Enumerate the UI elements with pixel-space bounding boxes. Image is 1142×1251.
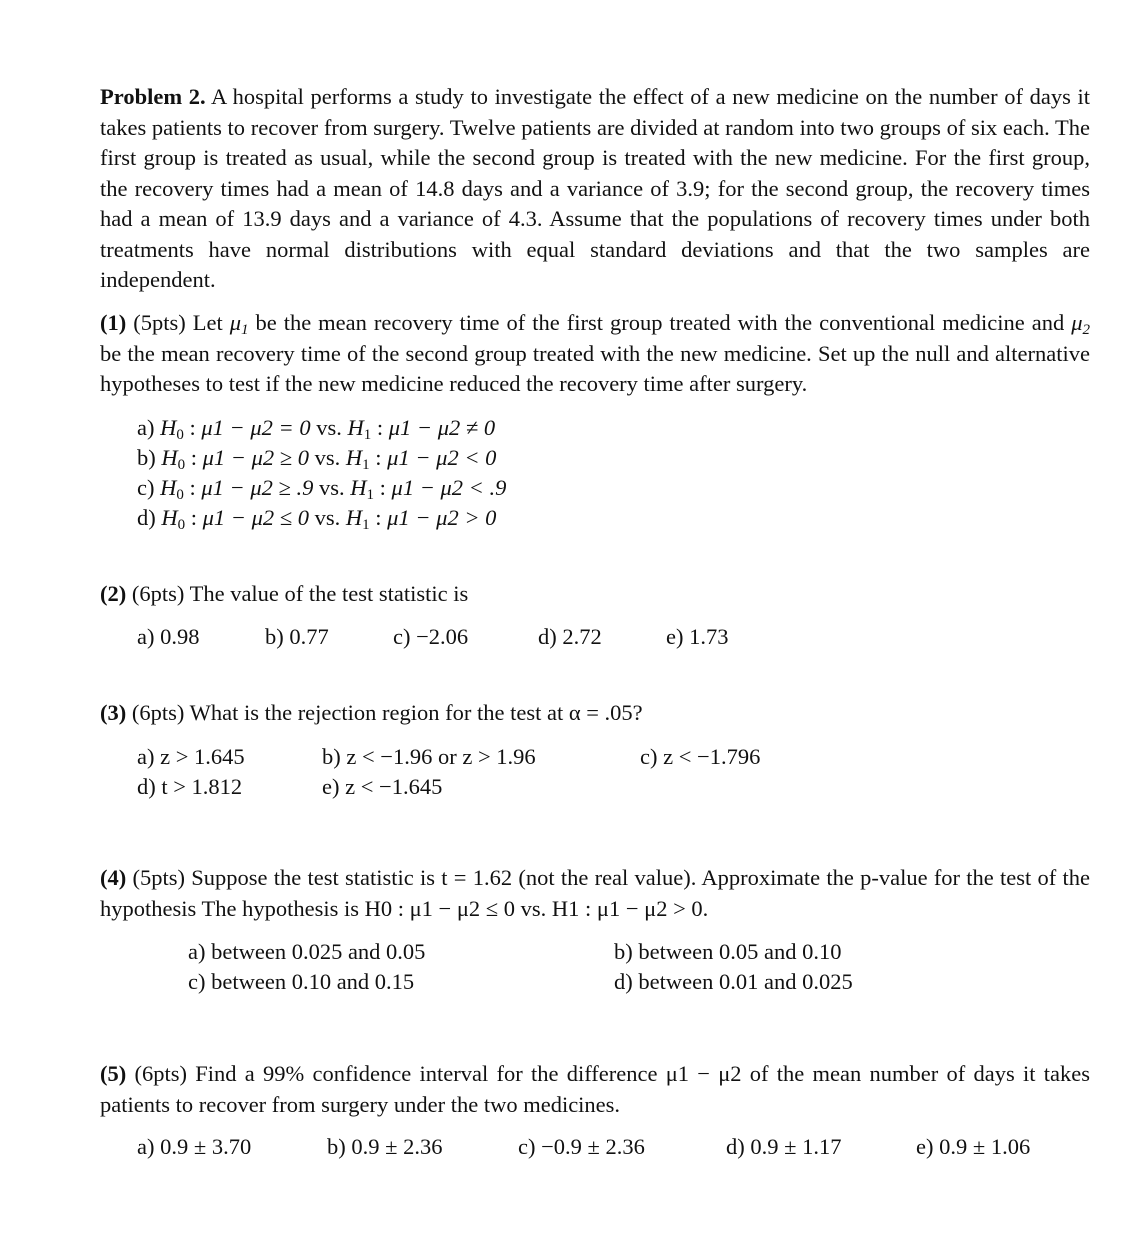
- q4-option-b[interactable]: b) between 0.05 and 0.10: [614, 939, 842, 964]
- q5-text: Find a 99% confidence interval for the difference μ1 − μ2 of the mean number of days it takes patients to recover from surgery under the two medicines.: [100, 1061, 1091, 1117]
- q2-option-c[interactable]: c) −2.06: [393, 624, 469, 649]
- question-2: [100, 579, 468, 609]
- q5-option-c[interactable]: c) −0.9 ± 2.36: [518, 1134, 645, 1159]
- q3-option-b[interactable]: b) z < −1.96 or z > 1.96: [322, 744, 536, 769]
- q1-option-b[interactable]: b) $H_0$ : μ1 − μ2 ≥ 0 vs. $H_1$ : μ1 − μ2 < 0: [137, 445, 497, 473]
- problem-intro: A hospital performs a study to investigate the effect of a new medicine on the number of days it takes patients to recover from surgery. Twelve patients are divided at random into two groups of six each. The first group is treated as usual, while the second group is treated with the new medicine. For the first group, the recovery times had a mean of 14.8 days and a variance of 3.9; for the second group, the recovery times had a mean of 13.9 days and a variance of 4.3. Assume that the populations of recovery times under both treatments have normal distributions with equal standard deviations and that the two samples are independent.: [100, 84, 1090, 292]
- q1-option-d-h1: μ1 − μ2 > 0: [387, 505, 497, 530]
- q4-text: Suppose the test statistic is t = 1.62 (not the real value). Approximate the p-value for the test of the hypothesis The hypothesis is H0 : μ1 − μ2 ≤ 0 vs. H1 : μ1 − μ2 > 0.: [100, 865, 1091, 921]
- question-1: [100, 308, 1090, 400]
- q4-points: (5pts): [132, 865, 186, 890]
- q2-text: The value of the test statistic is: [189, 581, 469, 606]
- q1-option-a-h0: μ1 − μ2 = 0: [201, 415, 311, 440]
- q5-points: (6pts): [134, 1061, 188, 1086]
- q2-option-e[interactable]: e) 1.73: [666, 624, 729, 649]
- q3-text: What is the rejection region for the test at α = .05?: [189, 700, 643, 725]
- q3-option-c[interactable]: c) z < −1.796: [640, 744, 761, 769]
- q1-text-c: be the mean recovery time of the second group treated with the new medicine. Set up the null and alternative hypotheses to test if the new medicine reduced the recovery time after surgery.: [100, 340, 1090, 396]
- mu2-symbol: $\mu_2$: [1071, 310, 1090, 338]
- q1-option-d[interactable]: d) $H_0$ : μ1 − μ2 ≤ 0 vs. $H_1$ : μ1 − μ2 > 0: [137, 505, 497, 533]
- q4-option-d[interactable]: d) between 0.01 and 0.025: [614, 969, 853, 994]
- q5-option-a[interactable]: a) 0.9 ± 3.70: [137, 1134, 252, 1159]
- q3-points: (6pts): [131, 700, 185, 725]
- q1-option-a-h1: μ1 − μ2 ≠ 0: [388, 415, 496, 440]
- q5-option-d[interactable]: d) 0.9 ± 1.17: [726, 1134, 842, 1159]
- q2-option-d[interactable]: d) 2.72: [538, 624, 602, 649]
- q1-option-c-h1: μ1 − μ2 < .9: [391, 475, 507, 500]
- q1-option-d-h0: μ1 − μ2 ≤ 0: [202, 505, 310, 530]
- q5-label: (5): [100, 1061, 127, 1086]
- q2-label: (2): [100, 581, 127, 606]
- q5-option-e[interactable]: e) 0.9 ± 1.06: [916, 1134, 1031, 1159]
- q2-option-a[interactable]: a) 0.98: [137, 624, 200, 649]
- problem-heading: Problem 2.: [100, 84, 206, 109]
- q1-points: (5pts): [133, 310, 186, 335]
- question-4: [100, 863, 1090, 924]
- problem-statement: [100, 82, 1090, 296]
- q1-option-c-h0: μ1 − μ2 ≥ .9: [201, 475, 314, 500]
- q3-option-a[interactable]: a) z > 1.645: [137, 744, 245, 769]
- q1-option-b-h1: μ1 − μ2 < 0: [387, 445, 497, 470]
- q1-label: (1): [100, 310, 127, 335]
- q1-option-c[interactable]: c) $H_0$ : μ1 − μ2 ≥ .9 vs. $H_1$ : μ1 − μ2 < .9: [137, 475, 507, 503]
- q2-option-b[interactable]: b) 0.77: [265, 624, 329, 649]
- q4-option-c[interactable]: c) between 0.10 and 0.15: [188, 969, 415, 994]
- q1-option-a[interactable]: a) $H_0$ : μ1 − μ2 = 0 vs. $H_1$ : μ1 − μ2 ≠ 0: [137, 415, 496, 443]
- q3-option-e[interactable]: e) z < −1.645: [322, 774, 443, 799]
- q5-option-b[interactable]: b) 0.9 ± 2.36: [327, 1134, 443, 1159]
- q2-points: (6pts): [131, 581, 185, 606]
- q1-text-b: be the mean recovery time of the first group treated with the conventional medicine and: [248, 310, 1072, 335]
- mu1-symbol: $\mu_1$: [229, 310, 249, 338]
- question-5: [100, 1059, 1090, 1120]
- q4-option-a[interactable]: a) between 0.025 and 0.05: [188, 939, 426, 964]
- q4-label: (4): [100, 865, 127, 890]
- q1-option-b-h0: μ1 − μ2 ≥ 0: [202, 445, 310, 470]
- q1-text-a: Let: [192, 310, 230, 335]
- q3-option-d[interactable]: d) t > 1.812: [137, 774, 243, 799]
- question-3: [100, 698, 643, 728]
- q3-label: (3): [100, 700, 127, 725]
